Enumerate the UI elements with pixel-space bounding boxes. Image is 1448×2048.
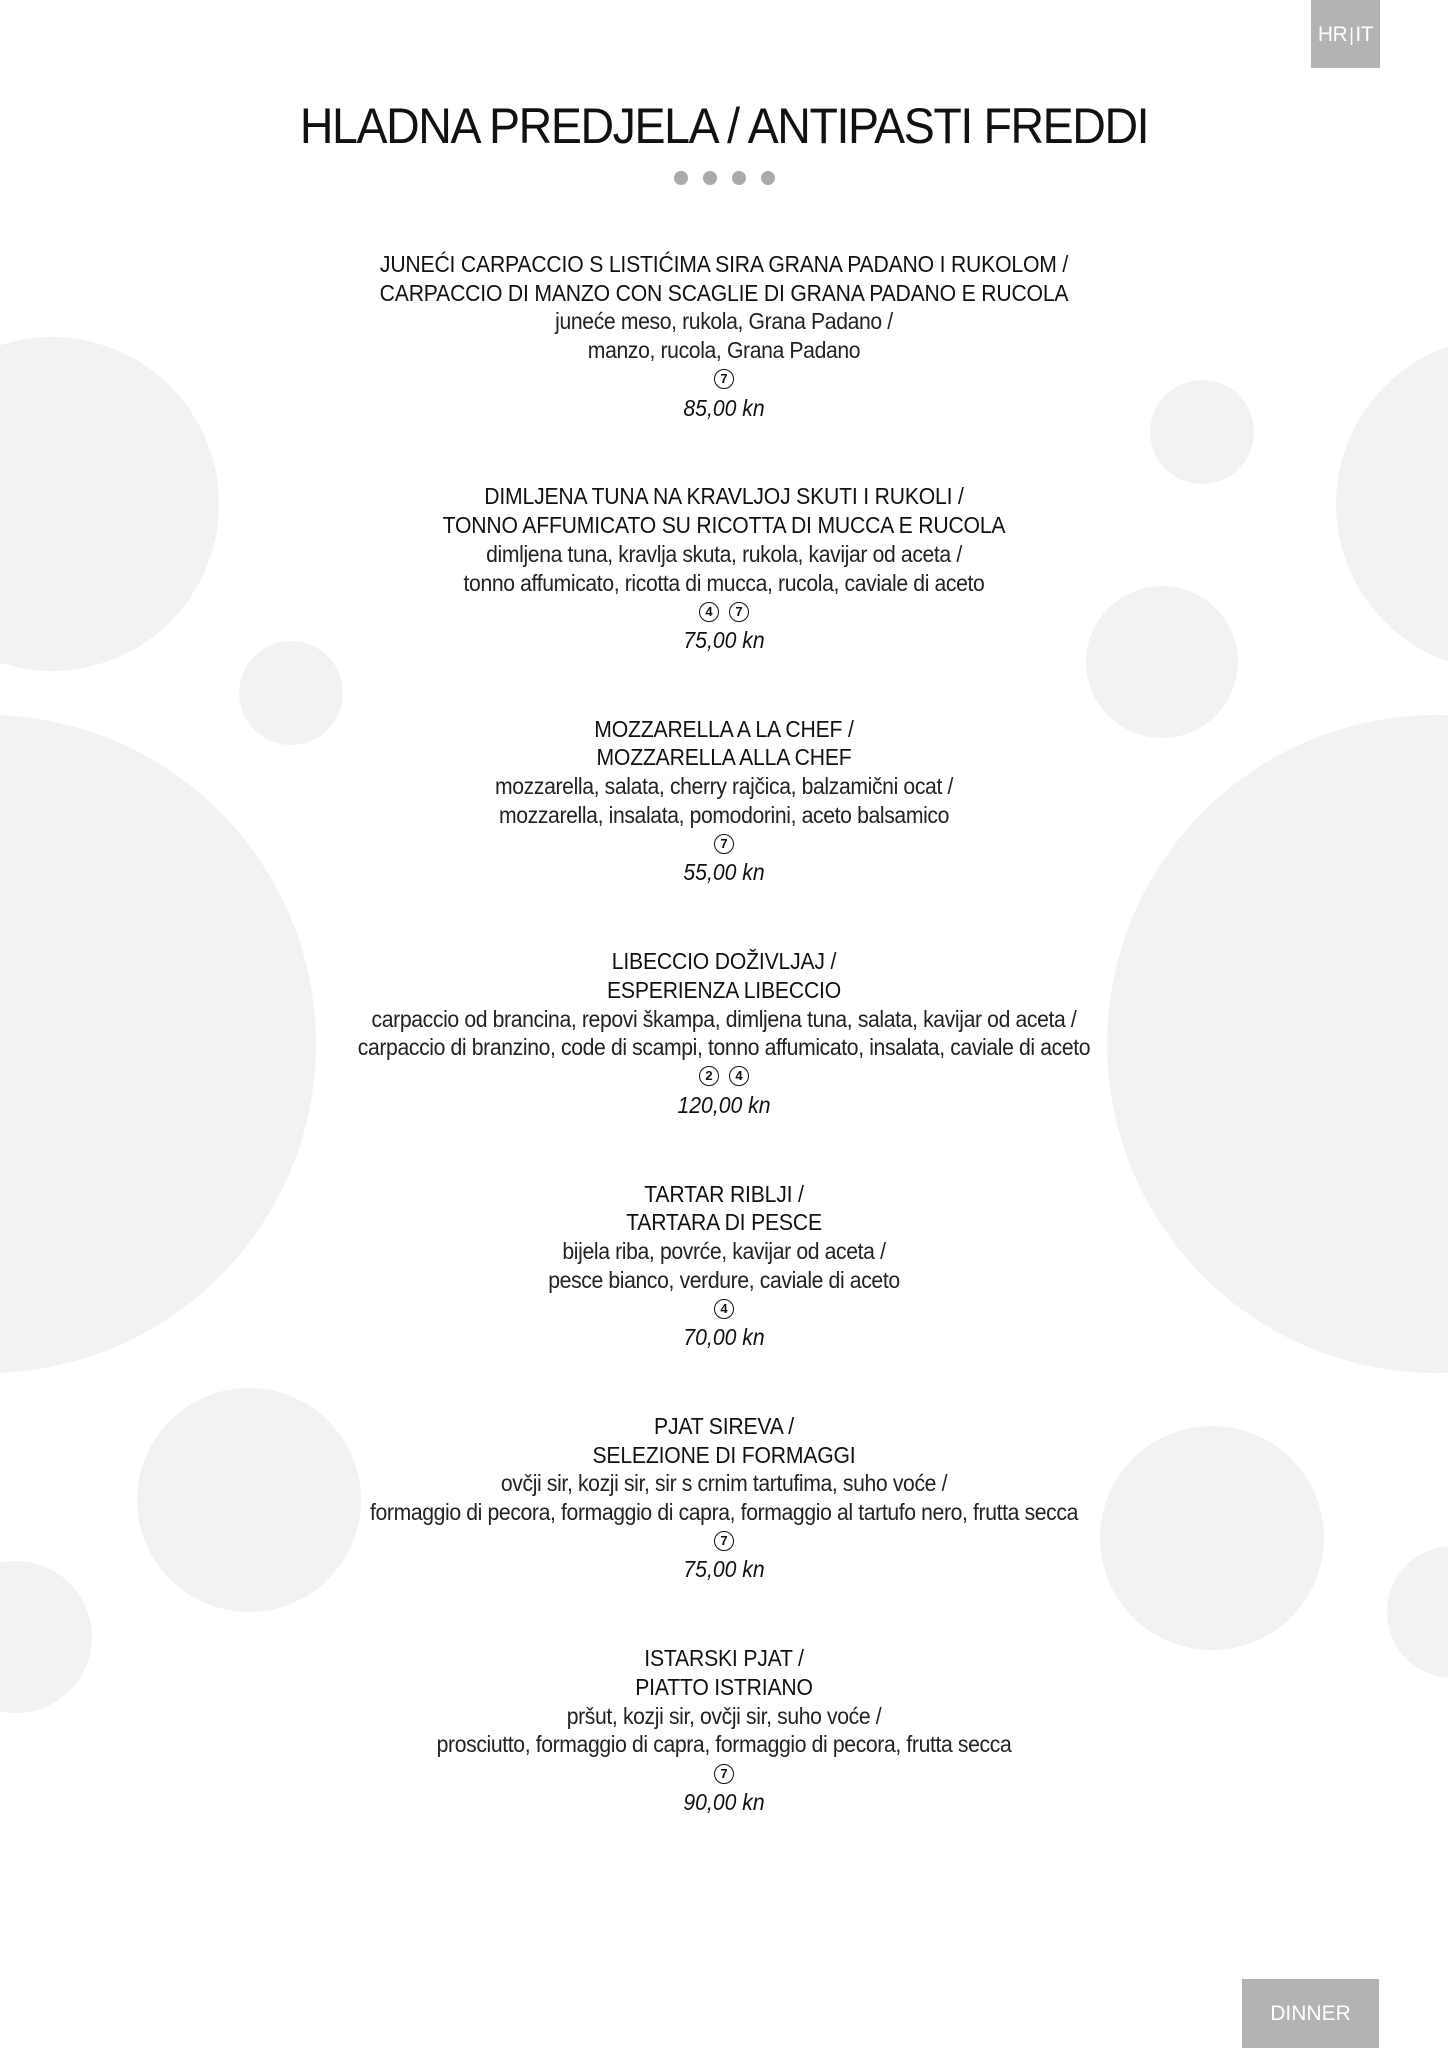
dish-title-hr: PJAT SIREVA / [654, 1412, 794, 1439]
dish-price: 75,00 kn [683, 1556, 765, 1583]
allergen-list [0, 1759, 1448, 1788]
dish-description-hr: bijela riba, povrće, kavijar od aceta / [562, 1237, 886, 1264]
allergen-number-icon: 7 [714, 1531, 734, 1551]
allergen-list [0, 1527, 1448, 1556]
allergen-number-icon: 2 [699, 1066, 719, 1086]
divider-dot [674, 171, 688, 185]
dish-title-it: CARPACCIO DI MANZO CON SCAGLIE DI GRANA PADANO E RUCOLA [379, 279, 1069, 306]
menu-item [0, 947, 1448, 1179]
dish-title-it: TARTARA DI PESCE [626, 1209, 822, 1236]
dish-price: 120,00 kn [677, 1091, 771, 1118]
divider-dot [703, 171, 717, 185]
dish-description-hr: ovčji sir, kozji sir, sir s crnim tartufima, suho voće / [500, 1470, 948, 1497]
lang-separator: | [1349, 24, 1354, 45]
dish-title-it: SELEZIONE DI FORMAGGI [592, 1441, 856, 1468]
allergen-number-icon: 4 [729, 1066, 749, 1086]
dish-description-it: formaggio di pecora, formaggio di capra, formaggio al tartufo nero, frutta secca [369, 1499, 1079, 1526]
allergen-number-icon: 7 [729, 602, 749, 622]
page-title: HLADNA PREDJELA / ANTIPASTI FREDDI [299, 98, 1149, 154]
allergen-number-icon: 7 [714, 834, 734, 854]
dish-description-it: pesce bianco, verdure, caviale di aceto [548, 1266, 900, 1293]
allergen-list [0, 1062, 1448, 1091]
dish-description-it: prosciutto, formaggio di capra, formaggio di pecora, frutta secca [436, 1731, 1012, 1758]
dish-description-hr: mozzarella, salata, cherry rajčica, balzamični ocat / [495, 773, 953, 800]
menu-item [0, 250, 1448, 482]
menu-list [0, 250, 1448, 1877]
dish-title-hr: ISTARSKI PJAT / [644, 1645, 804, 1672]
dinner-section-button[interactable] [1242, 1979, 1379, 2048]
dish-title-hr: JUNEĆI CARPACCIO S LISTIĆIMA SIRA GRANA PADANO I RUKOLOM / [379, 251, 1069, 277]
allergen-list [0, 830, 1448, 859]
menu-item [0, 482, 1448, 714]
lang-it[interactable]: IT [1355, 23, 1374, 46]
allergen-number-icon: 4 [714, 1299, 734, 1319]
dish-title-it: TONNO AFFUMICATO SU RICOTTA DI MUCCA E RUCOLA [442, 512, 1006, 539]
dish-title-hr: DIMLJENA TUNA NA KRAVLJOJ SKUTI I RUKOLI / [484, 483, 964, 510]
menu-item [0, 715, 1448, 947]
dish-price: 90,00 kn [683, 1788, 765, 1815]
allergen-list [0, 1294, 1448, 1323]
dish-price: 85,00 kn [683, 394, 765, 421]
dish-title-it: PIATTO ISTRIANO [635, 1674, 813, 1701]
dish-title-hr: LIBECCIO DOŽIVLJAJ / [611, 948, 837, 975]
allergen-list [0, 365, 1448, 394]
dish-description-it: carpaccio di branzino, code di scampi, tonno affumicato, insalata, caviale di aceto [357, 1034, 1091, 1061]
dish-price: 75,00 kn [683, 626, 765, 653]
language-switch-button[interactable] [1311, 0, 1380, 68]
dish-title-it: ESPERIENZA LIBECCIO [606, 976, 842, 1003]
dish-description-it: mozzarella, insalata, pomodorini, aceto balsamico [498, 801, 950, 828]
dish-description-it: tonno affumicato, ricotta di mucca, rucola, caviale di aceto [463, 569, 985, 596]
dinner-label[interactable]: DINNER [1270, 2001, 1351, 2025]
menu-item [0, 1180, 1448, 1412]
dish-description-hr: dimljena tuna, kravlja skuta, rukola, kavijar od aceta / [486, 540, 962, 567]
allergen-number-icon: 7 [714, 1764, 734, 1784]
dish-price: 55,00 kn [683, 859, 765, 886]
divider-dot [732, 171, 746, 185]
lang-hr[interactable]: HR [1317, 23, 1348, 46]
dish-description-hr: carpaccio od brancina, repovi škampa, dimljena tuna, salata, kavijar od aceta / [371, 1005, 1077, 1032]
dish-description-hr: pršut, kozji sir, ovčji sir, suho voće / [566, 1702, 882, 1729]
title-divider-dots [674, 171, 775, 185]
dish-title-hr: TARTAR RIBLJI / [644, 1180, 804, 1207]
allergen-list [0, 597, 1448, 626]
allergen-number-icon: 7 [714, 369, 734, 389]
menu-item [0, 1644, 1448, 1876]
dish-description-it: manzo, rucola, Grana Padano [587, 337, 861, 364]
divider-dot [761, 171, 775, 185]
dish-title-it: MOZZARELLA ALLA CHEF [596, 744, 852, 771]
dish-price: 70,00 kn [683, 1324, 765, 1351]
menu-item [0, 1412, 1448, 1644]
dish-title-hr: MOZZARELLA A LA CHEF / [594, 715, 854, 742]
allergen-number-icon: 4 [699, 602, 719, 622]
dish-description-hr: juneće meso, rukola, Grana Padano / [555, 308, 893, 335]
